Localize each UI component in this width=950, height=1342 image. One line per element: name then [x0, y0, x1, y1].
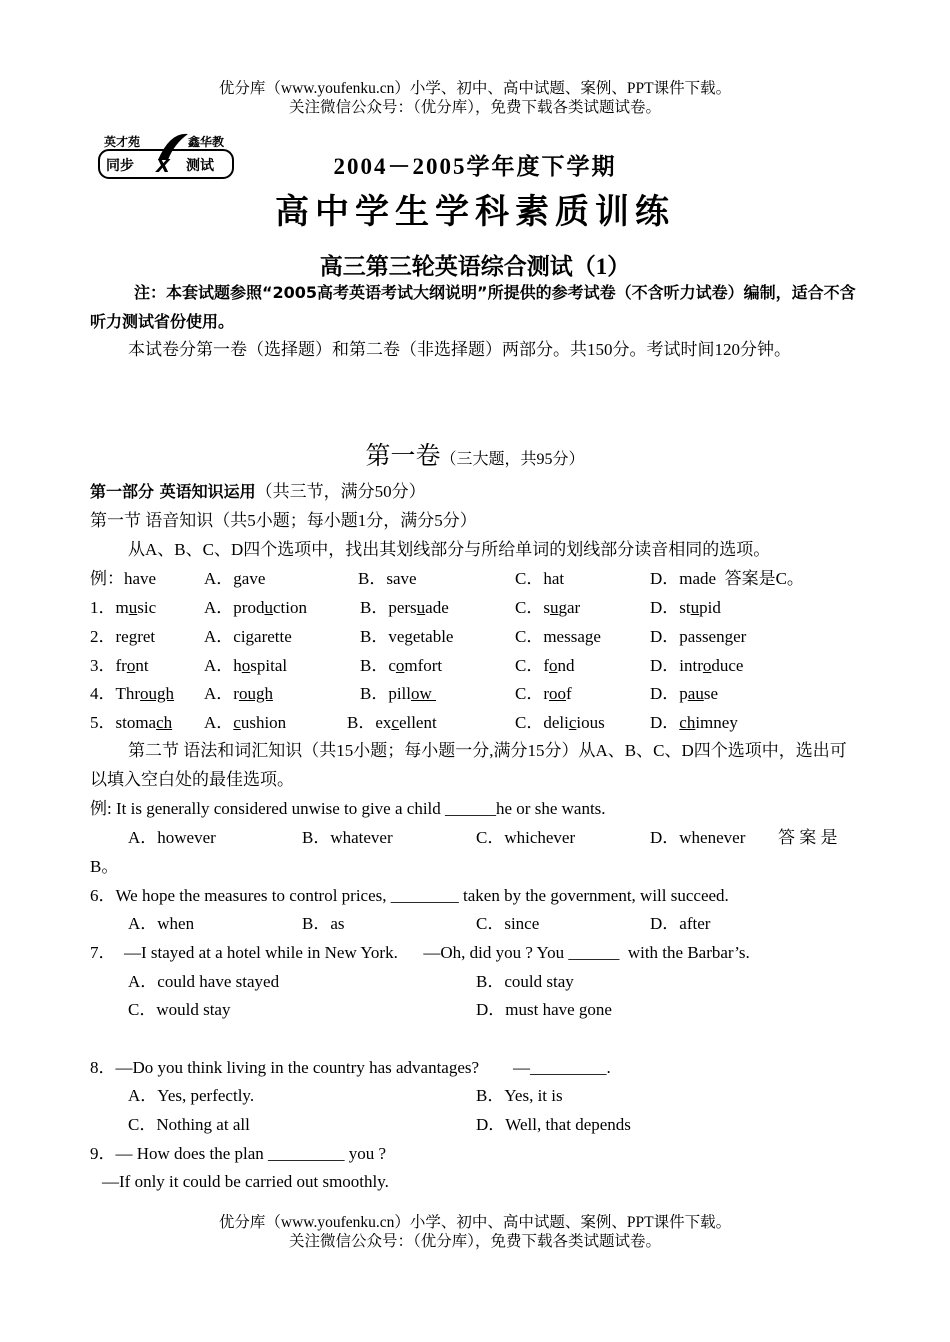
q7-option-c: C．would stay [128, 1000, 231, 1019]
example-option-c: C．hat [515, 569, 565, 588]
header-line-2: 关注微信公众号：（优分库），免费下载各类试题试卷。 [288, 99, 661, 116]
exam-note: 注：本套试题参照“2005高考英语考试大纲说明”所提供的参考试卷（不含听力试卷）编制，适合不含听力测试省份使用。 [90, 283, 856, 331]
ex-answer-2: B。 [90, 857, 119, 876]
q8-stem: 8．—Do you think living in the country has advantages? —_________. [90, 1058, 611, 1077]
header-line-1: 优分库（www.youfenku.cn）小学、初中、高中试题、案例、PPT课件下载。 [218, 80, 732, 97]
q6-stem: 6．We hope the measures to control prices, ________ taken by the government, will succeed. [90, 886, 729, 905]
example-label: 例： [90, 569, 124, 588]
phonetics-item-3: 3．front A．hospital B．comfort C．fond D．introduce [90, 656, 744, 675]
footer-line-2: 关注微信公众号：（优分库），免费下载各类试题试卷。 [288, 1233, 661, 1250]
logo-text-right: 鑫华教 [188, 135, 225, 149]
part1-title-rest: （共三节，满分50分） [255, 482, 426, 501]
q8-option-d: D．Well, that depends [476, 1115, 631, 1134]
ex-option-a: A．however [128, 828, 216, 847]
q6-option-b: B．as [302, 914, 345, 933]
q7-option-b: B．could stay [476, 972, 574, 991]
sec1-title: 第一节 语音知识（共5小题；每小题1分，满分5分） [90, 511, 477, 530]
q9-line2: —If only it could be carried out smoothly. [102, 1172, 389, 1191]
q8-option-c: C．Nothing at all [128, 1115, 250, 1134]
ex-answer: 答 案 是 [778, 828, 838, 847]
logo-text-bottom-mid: X [156, 156, 170, 177]
phonetics-item-4: 4．Through A．rough B．pillow C．roof D．pause [90, 684, 718, 703]
part1-title [90, 481, 426, 503]
q9-stem: 9．— How does the plan _________ you ? [90, 1144, 387, 1163]
title-year: 2004－2005学年度下学期 [333, 154, 617, 179]
phonetics-item-1: 1．music A．production B．persuade C．sugar D．stupid [90, 598, 721, 617]
ex-option-d: D．whenever [650, 828, 746, 847]
q6-option-a: A．when [128, 914, 195, 933]
ex-option-c: C．whichever [476, 828, 576, 847]
q8-options-row1 [0, 1085, 950, 1107]
logo-text-left: 英才苑 [104, 135, 141, 149]
example-option-a: A．gave [204, 569, 266, 588]
example-option-d: D．made [650, 569, 717, 588]
title-main: 高中学生学科素质训练 [275, 192, 675, 232]
exam-intro: 本试卷分第一卷（选择题）和第二卷（非选择题）两部分。共150分。考试时间120分钟。 [128, 340, 791, 359]
phonetics-item-2: 2．regret A．cigarette B．vegetable C．message D．passenger [90, 627, 747, 646]
example-answer: 答案是C。 [724, 569, 804, 588]
q7-option-a: A．could have stayed [128, 972, 280, 991]
q6-options [0, 913, 950, 935]
q7-stem: 7． —I stayed at a hotel while in New York. —Oh, did you ? You ______ with the Barbar’s. [90, 943, 750, 962]
section-title: 第一卷 [365, 443, 441, 470]
title-sub: 高三第三轮英语综合测试（1） [319, 254, 631, 279]
section-heading [0, 436, 950, 472]
ex-option-b: B．whatever [302, 828, 393, 847]
logo-text-bottom-left: 同步 [106, 158, 134, 174]
logo-text-bottom-right: 测试 [186, 158, 214, 174]
section-info: （三大题，共95分） [440, 451, 585, 468]
sec2-example-options [0, 827, 950, 849]
q8-option-a: A．Yes, perfectly. [128, 1086, 255, 1105]
phonetics-item-5: 5．stomach A．cushion B．excellent C．delicious D．chimney [90, 713, 738, 732]
part1-title-bold: 第一部分 英语知识运用 [90, 482, 256, 501]
q7-options-row1 [0, 971, 950, 993]
sec2-intro: 第二节 语法和词汇知识（共15小题；每小题一分,满分15分）从A、B、C、D四个选项中，选出可以填入空白处的最佳选项。 [90, 741, 847, 789]
q6-option-c: C．since [476, 914, 540, 933]
q8-options-row2 [0, 1114, 950, 1136]
q6-option-d: D．after [650, 914, 711, 933]
sec1-instruction: 从A、B、C、D四个选项中，找出其划线部分与所给单词的划线部分读音相同的选项。 [128, 540, 771, 559]
example-word: have [124, 569, 157, 588]
sec2-example: 例: It is generally considered unwise to give a child ______he or she wants. [90, 799, 606, 818]
q7-option-d: D．must have gone [476, 1000, 612, 1019]
q7-options-row2 [0, 999, 950, 1021]
example-option-b: B．save [358, 569, 417, 588]
phonetics-example [0, 568, 950, 590]
footer-line-1: 优分库（www.youfenku.cn）小学、初中、高中试题、案例、PPT课件下载。 [218, 1214, 732, 1231]
q8-option-b: B．Yes, it is [476, 1086, 563, 1105]
